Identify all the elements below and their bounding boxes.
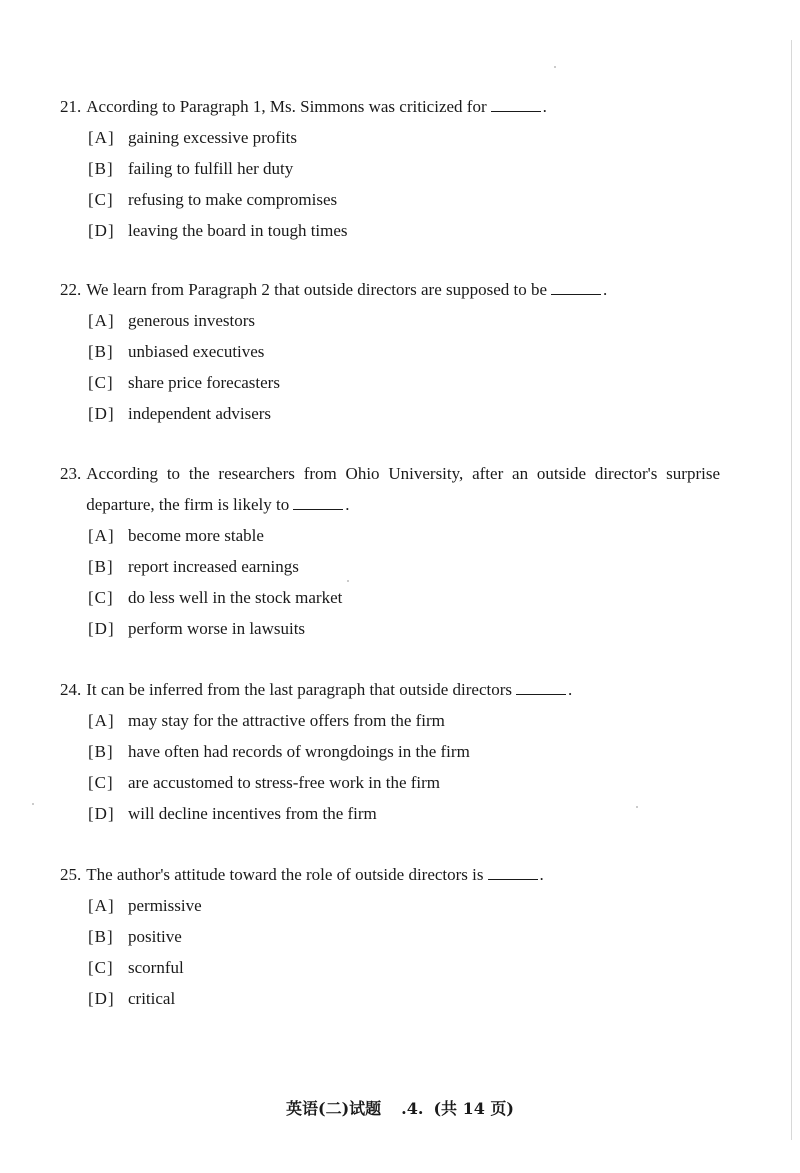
option-d[interactable] <box>88 215 720 246</box>
question-stem <box>60 859 720 890</box>
option-list <box>60 122 720 246</box>
option-label: [C] <box>88 773 114 792</box>
option-label: [A] <box>88 896 115 915</box>
option-a[interactable] <box>88 122 720 153</box>
question-24 <box>60 674 720 829</box>
option-label: [D] <box>88 804 115 823</box>
option-label: [A] <box>88 526 115 545</box>
option-list <box>60 305 720 429</box>
option-text: do less well in the stock market <box>128 588 343 607</box>
option-text: gaining excessive profits <box>128 128 298 147</box>
option-c[interactable] <box>88 582 720 613</box>
answer-blank <box>551 279 601 295</box>
option-label: [B] <box>88 927 114 946</box>
option-text: are accustomed to stress-free work in the firm <box>128 773 441 792</box>
question-number: 24. <box>60 680 82 699</box>
answer-blank <box>293 494 343 510</box>
option-label: [C] <box>88 588 114 607</box>
option-c[interactable] <box>88 952 720 983</box>
option-text: perform worse in lawsuits <box>128 619 306 638</box>
question-text-end: . <box>542 97 547 116</box>
option-b[interactable] <box>88 153 720 184</box>
option-label: [A] <box>88 311 115 330</box>
option-c[interactable] <box>88 184 720 215</box>
option-label: [C] <box>88 190 114 209</box>
option-label: [C] <box>88 958 114 977</box>
option-text: independent advisers <box>128 404 272 423</box>
option-d[interactable] <box>88 398 720 429</box>
question-text: It can be inferred from the last paragraph that outside directors <box>86 680 513 699</box>
page-edge-line <box>791 40 792 1140</box>
option-c[interactable] <box>88 767 720 798</box>
option-text: refusing to make compromises <box>128 190 338 209</box>
question-stem <box>60 91 720 122</box>
question-text-end: . <box>568 680 573 699</box>
option-text: generous investors <box>128 311 256 330</box>
option-text: leaving the board in tough times <box>128 221 348 240</box>
answer-blank <box>491 96 541 112</box>
option-text: become more stable <box>128 526 264 545</box>
question-stem <box>60 674 720 705</box>
option-list <box>60 890 720 1014</box>
scan-speck <box>32 803 34 805</box>
option-a[interactable] <box>88 520 720 551</box>
option-d[interactable] <box>88 798 720 829</box>
option-label: [C] <box>88 373 114 392</box>
question-text-end: . <box>345 495 350 514</box>
option-c[interactable] <box>88 367 720 398</box>
question-21 <box>60 91 720 246</box>
option-d[interactable] <box>88 613 720 644</box>
option-label: [B] <box>88 342 114 361</box>
option-text: unbiased executives <box>128 342 265 361</box>
question-stem <box>60 274 720 305</box>
question-25 <box>60 859 720 1014</box>
option-b[interactable] <box>88 736 720 767</box>
option-text: critical <box>128 989 176 1008</box>
option-d[interactable] <box>88 983 720 1014</box>
option-b[interactable] <box>88 336 720 367</box>
footer-title: 英语(二)试题 <box>286 1099 382 1118</box>
question-text-end: . <box>539 865 544 884</box>
question-text-end: . <box>603 280 608 299</box>
option-text: scornful <box>128 958 184 977</box>
footer-page-number: .4. <box>401 1099 424 1118</box>
question-22 <box>60 274 720 429</box>
option-label: [A] <box>88 711 115 730</box>
question-number: 23. <box>60 464 82 483</box>
option-a[interactable] <box>88 705 720 736</box>
option-label: [D] <box>88 989 115 1008</box>
answer-blank <box>516 679 566 695</box>
question-number: 22. <box>60 280 82 299</box>
page-footer <box>0 1096 800 1119</box>
option-text: permissive <box>128 896 202 915</box>
option-list <box>60 520 720 644</box>
option-list <box>60 705 720 829</box>
footer-total-pages: (共 14 页) <box>433 1099 514 1118</box>
question-number: 21. <box>60 97 82 116</box>
option-a[interactable] <box>88 305 720 336</box>
option-b[interactable] <box>88 921 720 952</box>
question-23 <box>60 458 720 644</box>
question-text: According to the researchers from Ohio University, after an outside director's surprise departure, the firm is likely to <box>86 464 720 514</box>
option-label: [D] <box>88 404 115 423</box>
option-text: have often had records of wrongdoings in the firm <box>128 742 470 761</box>
question-text: We learn from Paragraph 2 that outside directors are supposed to be <box>86 280 548 299</box>
option-b[interactable] <box>88 551 720 582</box>
option-label: [D] <box>88 221 115 240</box>
option-label: [A] <box>88 128 115 147</box>
option-text: failing to fulfill her duty <box>128 159 294 178</box>
option-label: [B] <box>88 159 114 178</box>
option-text: report increased earnings <box>128 557 299 576</box>
scan-speck <box>554 66 556 68</box>
option-text: share price forecasters <box>128 373 280 392</box>
option-label: [D] <box>88 619 115 638</box>
answer-blank <box>488 864 538 880</box>
option-a[interactable] <box>88 890 720 921</box>
question-stem <box>60 458 720 520</box>
question-text: According to Paragraph 1, Ms. Simmons was criticized for <box>86 97 487 116</box>
option-label: [B] <box>88 557 114 576</box>
question-number: 25. <box>60 865 82 884</box>
option-text: will decline incentives from the firm <box>128 804 377 823</box>
option-text: positive <box>128 927 182 946</box>
option-label: [B] <box>88 742 114 761</box>
option-text: may stay for the attractive offers from the firm <box>128 711 445 730</box>
question-text: The author's attitude toward the role of outside directors is <box>86 865 484 884</box>
